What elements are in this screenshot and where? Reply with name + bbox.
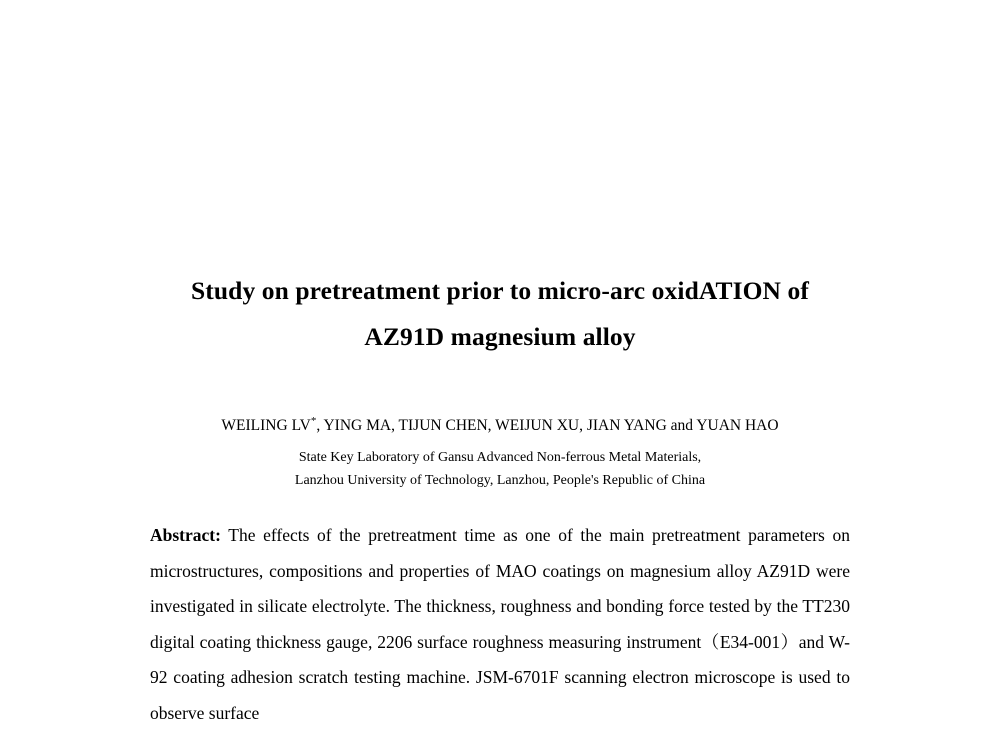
abstract-section	[150, 518, 850, 731]
corresponding-author-marker: *	[310, 415, 317, 427]
paper-title	[150, 0, 850, 360]
affiliation-line-2: Lanzhou University of Technology, Lanzhou, People's Republic of China	[294, 473, 706, 489]
abstract-body: The effects of the pretreatment time as one of the main pretreatment parameters on microstructures, compositions and properties of MAO coatings on magnesium alloy AZ91D were investigated in silicate electrolyte. The thickness, roughness and bonding force tested by the TT230 digital coating thickness gauge, 2206 surface roughness measuring instrument（E34-001）and W-92 coating adhesion scratch testing machine. JSM-6701F scanning electron microscope is used to observe surface	[150, 525, 850, 723]
author-list	[150, 410, 850, 437]
author-rest: , YING MA, TIJUN CHEN, WEIJUN XU, JIAN YANG and YUAN HAO	[316, 417, 779, 435]
title-line-1: Study on pretreatment prior to micro-arc oxidATION of	[191, 276, 809, 305]
author-first: WEILING LV	[221, 417, 311, 435]
title-line-2: AZ91D magnesium alloy	[364, 322, 636, 351]
affiliation	[150, 446, 850, 492]
affiliation-line-1: State Key Laboratory of Gansu Advanced Non-ferrous Metal Materials,	[298, 450, 702, 466]
abstract-label: Abstract:	[150, 525, 221, 546]
